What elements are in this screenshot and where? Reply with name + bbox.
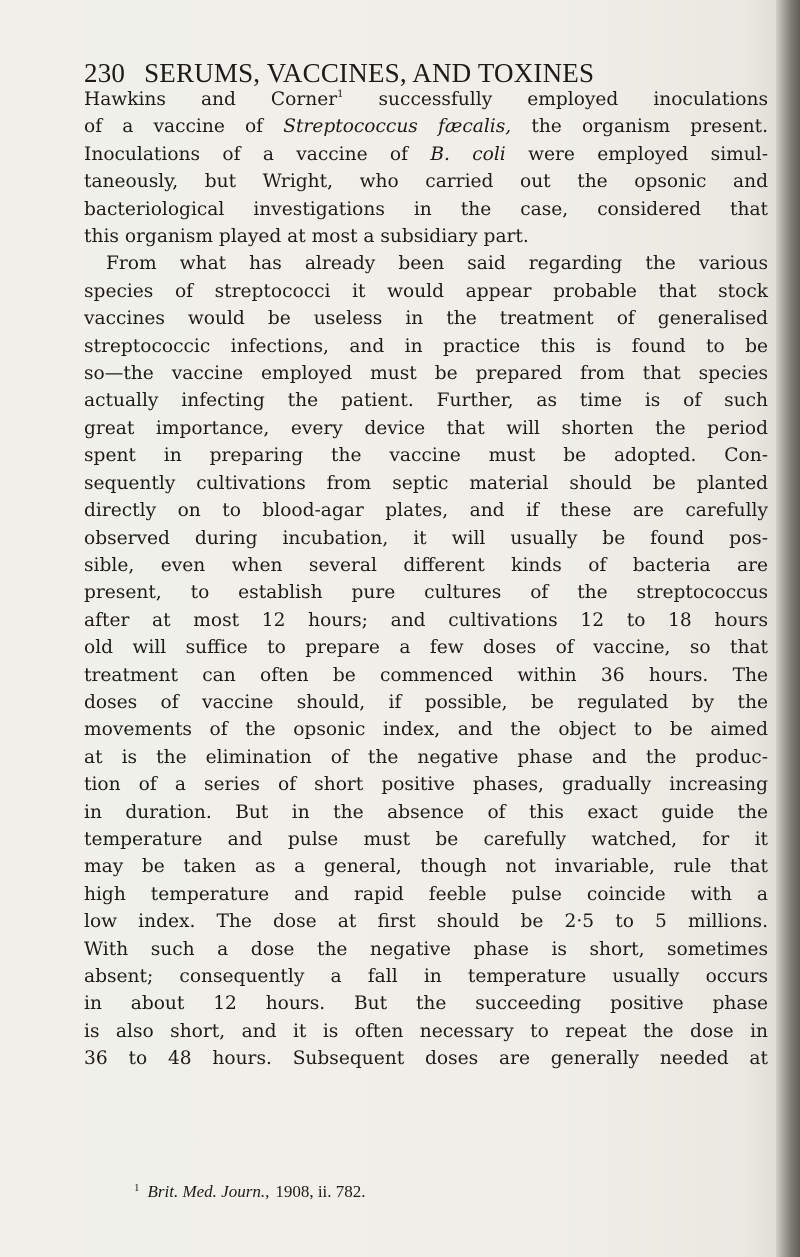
- footnote-mark: 1: [134, 1182, 140, 1194]
- text-line: actually infecting the patient. Further, as time is of such: [84, 390, 768, 412]
- text-line: treatment can often be commenced within 36 hours. The: [84, 664, 768, 686]
- text-line: vaccines would be useless in the treatment of generalised: [84, 308, 768, 330]
- text-line: after at most 12 hours; and cultivations 12 to 18 hours: [84, 609, 768, 631]
- organism-name: Streptococcus fæcalis,: [283, 116, 512, 138]
- text-line: taneously, but Wright, who carried out the opsonic and: [84, 171, 768, 193]
- text-line: so—the vaccine employed must be prepared from that species: [84, 363, 768, 385]
- text-line: Inoculations of a vaccine of B. coli were employed simul-: [84, 143, 768, 165]
- text-line: directly on to blood-agar plates, and if these are carefully: [84, 500, 768, 522]
- text-line: bacteriological investigations in the case, considered that: [84, 198, 768, 220]
- text-line: sible, even when several different kinds of bacteria are: [84, 554, 768, 576]
- text-line: From what has already been said regarding the various: [106, 253, 768, 275]
- text-line: temperature and pulse must be carefully watched, for it: [84, 828, 768, 850]
- text-line: this organism played at most a subsidiary part.: [84, 226, 529, 248]
- organism-name: B. coli: [430, 143, 506, 165]
- page-number: 230: [84, 58, 126, 88]
- footnote: [134, 1182, 366, 1202]
- text-line: old will suffice to prepare a few doses of vaccine, so that: [84, 637, 768, 659]
- text-line: 36 to 48 hours. Subsequent doses are generally needed at: [84, 1048, 768, 1070]
- text-line: doses of vaccine should, if possible, be regulated by the: [84, 691, 768, 713]
- text-line: streptococcic infections, and in practice this is found to be: [84, 335, 768, 357]
- text-line: in about 12 hours. But the succeeding positive phase: [84, 993, 768, 1015]
- text-line: at is the elimination of the negative phase and the produc-: [84, 746, 768, 768]
- text-line: absent; consequently a fall in temperature usually occurs: [84, 966, 768, 987]
- text-line: tion of a series of short positive phases, gradually increasing: [84, 774, 768, 796]
- text-line: present, to establish pure cultures of the streptococcus: [84, 582, 768, 604]
- text-line: may be taken as a general, though not invariable, rule that: [84, 856, 768, 878]
- text-line: of a vaccine of Streptococcus fæcalis, the organism present.: [84, 116, 768, 138]
- text-line: is also short, and it is often necessary to repeat the dose in: [84, 1020, 768, 1042]
- text-line: high temperature and rapid feeble pulse coincide with a: [84, 883, 768, 905]
- text-line: in duration. But in the absence of this exact guide the: [84, 801, 768, 823]
- text-line: sequently cultivations from septic material should be planted: [84, 472, 768, 494]
- page-edge-shadow: [776, 0, 800, 1257]
- text-line: low index. The dose at first should be 2·5 to 5 millions.: [84, 911, 768, 933]
- footnote-journal: Brit. Med. Journ.,: [147, 1182, 270, 1201]
- body-text: [84, 86, 768, 1073]
- text-line: great importance, every device that will shorten the period: [84, 417, 768, 439]
- footnote-reference: 1: [337, 89, 344, 100]
- text-line: observed during incubation, it will usually be found pos-: [84, 527, 768, 549]
- text-line: With such a dose the negative phase is short, sometimes: [84, 938, 768, 960]
- running-title: SERUMS, VACCINES, AND TOXINES: [144, 58, 595, 88]
- text-line: movements of the opsonic index, and the object to be aimed: [84, 719, 768, 741]
- text-line: spent in preparing the vaccine must be adopted. Con-: [84, 445, 768, 467]
- text-line: species of streptococci it would appear probable that stock: [84, 280, 768, 302]
- text-line: Hawkins and Corner$^1$ successfully employed inoculations: [84, 89, 768, 110]
- footnote-citation: 1908, ii. 782.: [275, 1182, 366, 1201]
- running-head: [84, 58, 764, 89]
